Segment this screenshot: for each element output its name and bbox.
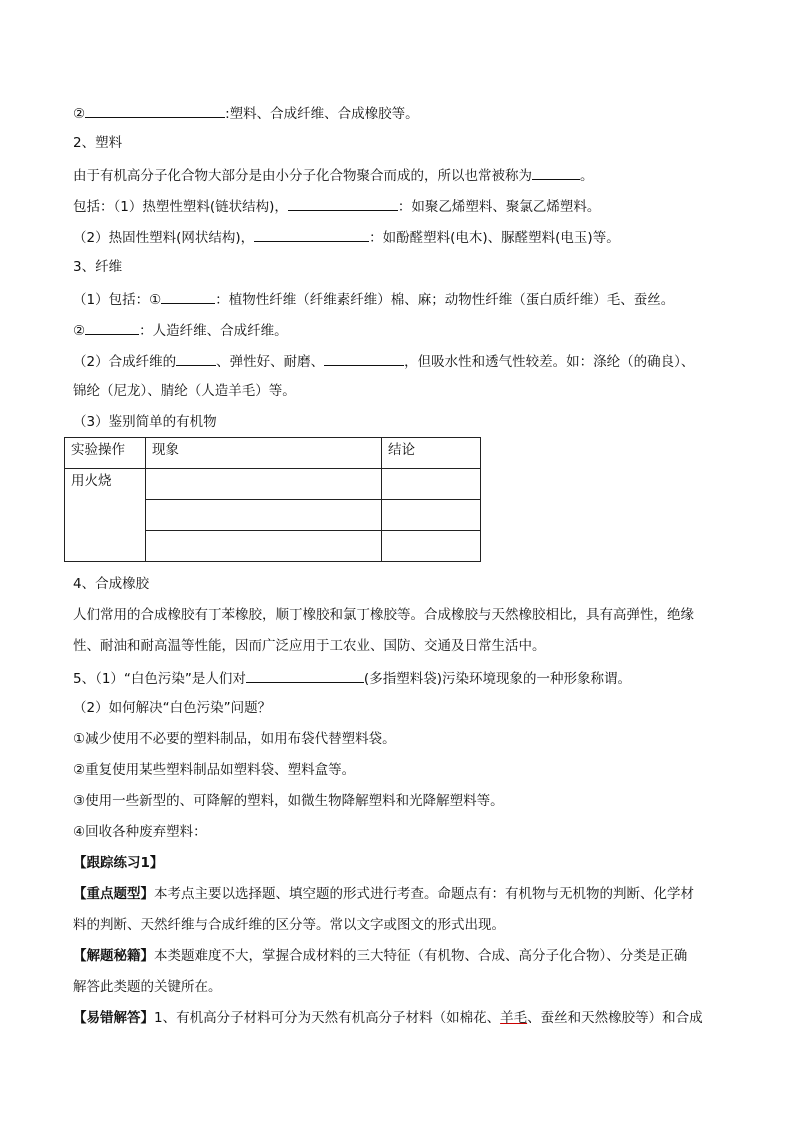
section-heading-fiber: 3、纤维 xyxy=(73,259,123,275)
text-line: 人们常用的合成橡胶有丁苯橡胶，顺丁橡胶和氯丁橡胶等。合成橡胶与天然橡胶相比，具有高弹性，绝缘 xyxy=(73,607,694,623)
text-line: ② ：人造纤维、合成纤维。 xyxy=(73,320,288,340)
text-line: 料的判断、天然纤维与合成纤维的区分等。常以文字或图文的形式出现。 xyxy=(73,917,505,933)
text-line: 性、耐油和耐高温等性能，因而广泛应用于工农业、国防、交通及日常生活中。 xyxy=(73,638,546,654)
text-line: 【易错解答】1、有机高分子材料可分为天然有机高分子材料（如棉花、羊毛、蚕丝和天然橡胶等）和合成 xyxy=(73,1010,703,1026)
fill-blank[interactable] xyxy=(176,351,216,366)
text-line: 【重点题型】本考点主要以选择题、填空题的形式进行考查。命题点有：有机物与无机物的判断、化学材 xyxy=(73,886,694,902)
text-line: ④回收各种废弃塑料： xyxy=(73,824,207,840)
table-header: 实验操作 xyxy=(65,438,146,469)
text-line: （3）鉴别简单的有机物 xyxy=(73,414,217,430)
table-cell[interactable] xyxy=(146,500,382,531)
fill-blank[interactable] xyxy=(85,103,225,118)
text-line: （1）包括：① ：植物性纤维（纤维素纤维）棉、麻；动物性纤维（蛋白质纤维）毛、蚕丝。 xyxy=(73,289,674,309)
exercise-heading: 【跟踪练习1】 xyxy=(73,855,164,871)
text-line: ①减少使用不必要的塑料制品，如用布袋代替塑料袋。 xyxy=(73,731,396,747)
table-cell[interactable] xyxy=(382,531,481,562)
text-line: ② :塑料、合成纤维、合成橡胶等。 xyxy=(73,103,419,123)
text-line: （2）热固性塑料(网状结构)， ：如酚醛塑料(电木)、脲醛塑料(电玉)等。 xyxy=(73,227,620,247)
fill-blank[interactable] xyxy=(161,289,215,304)
table-row-label: 用火烧 xyxy=(65,469,146,562)
fill-blank[interactable] xyxy=(85,320,139,335)
table-header: 结论 xyxy=(382,438,481,469)
text-line: ②重复使用某些塑料制品如塑料袋、塑料盒等。 xyxy=(73,762,356,778)
text-line: （2）合成纤维的 、弹性好、耐磨、 ，但吸水性和透气性较差。如：涤纶（的确良）、 xyxy=(73,351,694,371)
identification-table xyxy=(64,437,481,562)
table-cell[interactable] xyxy=(382,500,481,531)
table-cell[interactable] xyxy=(146,531,382,562)
fill-blank[interactable] xyxy=(288,196,398,211)
text-line: 锦纶（尼龙）、腈纶（人造羊毛）等。 xyxy=(73,383,296,399)
section-heading-plastics: 2、塑料 xyxy=(73,135,123,151)
text-line: ③使用一些新型的、可降解的塑料，如微生物降解塑料和光降解塑料等。 xyxy=(73,793,504,809)
fill-blank[interactable] xyxy=(254,227,369,242)
fill-blank[interactable] xyxy=(246,668,364,683)
table-cell[interactable] xyxy=(382,469,481,500)
text-line: 5、（1）“白色污染”是人们对 (多指塑料袋)污染环境现象的一种形象称谓。 xyxy=(73,668,631,688)
text-line: （2）如何解决“白色污染”问题？ xyxy=(73,700,272,716)
section-heading-rubber: 4、合成橡胶 xyxy=(73,576,150,592)
text-line: 由于有机高分子化合物大部分是由小分子化合物聚合而成的，所以也常被称为 。 xyxy=(73,165,594,185)
fill-blank[interactable] xyxy=(324,351,404,366)
text-line: 解答此类题的关键所在。 xyxy=(73,979,222,995)
table-header: 现象 xyxy=(146,438,382,469)
text-line: 包括：（1）热塑性塑料(链状结构)， ：如聚乙烯塑料、聚氯乙烯塑料。 xyxy=(73,196,600,216)
table-cell[interactable] xyxy=(146,469,382,500)
text-line: 【解题秘籍】本类题难度不大，掌握合成材料的三大特征（有机物、合成、高分子化合物）、分类是正确 xyxy=(73,948,688,964)
fill-blank[interactable] xyxy=(532,165,580,180)
